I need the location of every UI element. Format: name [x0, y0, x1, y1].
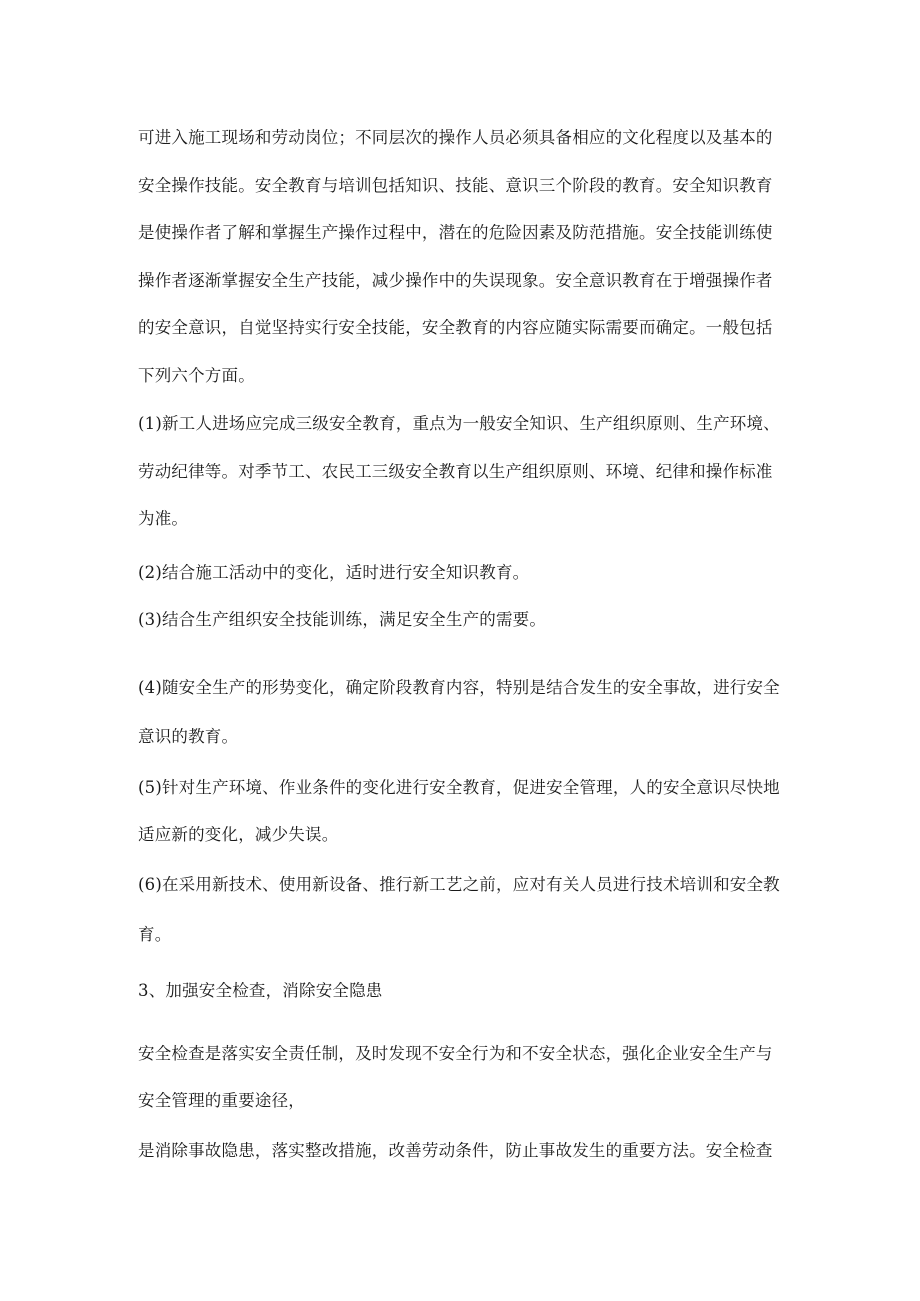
text-line: 安全操作技能。安全教育与培训包括知识、技能、意识三个阶段的教育。安全知识教育: [138, 176, 773, 195]
list-item-6: (6)在采用新技术、使用新设备、推行新工艺之前，应对有关人员进行技术培训和安全教: [138, 875, 780, 894]
text-line: 是消除事故隐患，落实整改措施，改善劳动条件，防止事故发生的重要方法。安全检查: [138, 1141, 773, 1160]
text-line: 劳动纪律等。对季节工、农民工三级安全教育以生产组织原则、环境、纪律和操作标准: [138, 462, 773, 481]
list-item-2: (2)结合施工活动中的变化，适时进行安全知识教育。: [138, 563, 530, 582]
list-item-5: (5)针对生产环境、作业条件的变化进行安全教育，促进安全管理，人的安全意识尽快地: [138, 778, 780, 797]
text-line: 意识的教育。: [138, 727, 239, 746]
text-line: 适应新的变化，减少失误。: [138, 825, 339, 844]
text-line: 育。: [138, 925, 172, 944]
text-line: 安全管理的重要途径，: [138, 1091, 305, 1110]
list-item-3: (3)结合生产组织安全技能训练，满足安全生产的需要。: [138, 610, 547, 629]
list-item-1: (1)新工人进场应完成三级安全教育，重点为一般安全知识、生产组织原则、生产环境、: [138, 414, 780, 433]
text-line: 的安全意识，自觉坚持实行安全技能，安全教育的内容应随实际需要而确定。一般包括: [138, 318, 773, 337]
section-heading: 3、加强安全检查，消除安全隐患: [138, 981, 383, 1000]
list-item-4: (4)随安全生产的形势变化，确定阶段教育内容，特别是结合发生的安全事故，进行安全: [138, 678, 780, 697]
text-line: 是使操作者了解和掌握生产操作过程中，潜在的危险因素及防范措施。安全技能训练使: [138, 223, 773, 242]
text-line: 可进入施工现场和劳动岗位；不同层次的操作人员必须具备相应的文化程度以及基本的: [138, 128, 773, 147]
text-line: 安全检查是落实安全责任制，及时发现不安全行为和不安全状态，强化企业安全生产与: [138, 1044, 773, 1063]
text-line: 下列六个方面。: [138, 366, 255, 385]
text-line: 操作者逐渐掌握安全生产技能，减少操作中的失误现象。安全意识教育在于增强操作者: [138, 271, 773, 290]
text-line: 为准。: [138, 509, 189, 528]
